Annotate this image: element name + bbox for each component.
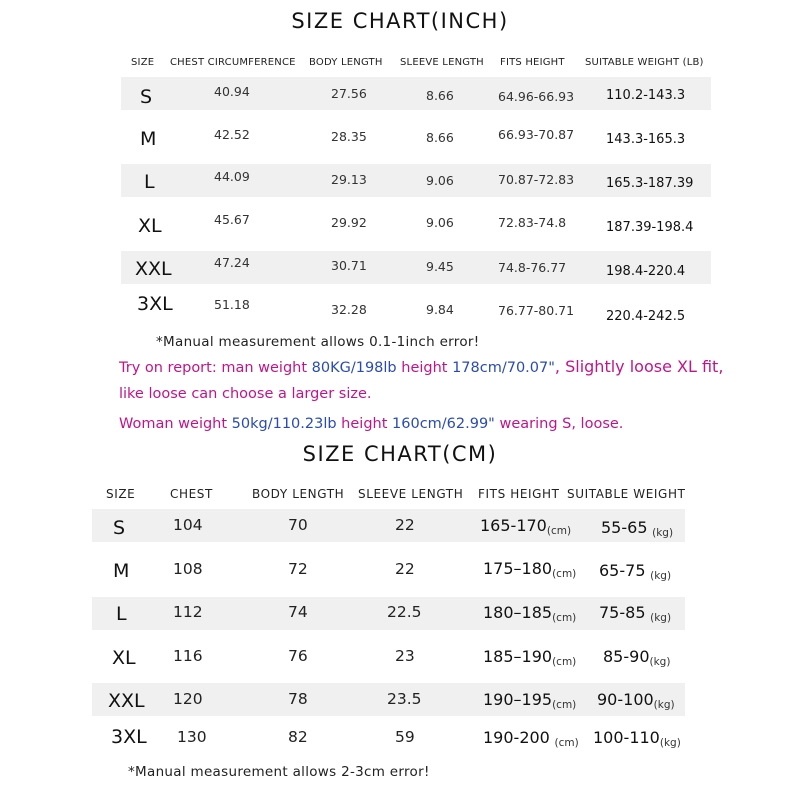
cm-weight-number: 55-65 — [601, 518, 648, 537]
cm-weight-unit: (kg) — [653, 699, 675, 711]
cm-weight-value — [593, 728, 681, 749]
cm-size-label: XXL — [108, 690, 145, 712]
inch-measurement-note: *Manual measurement allows 0.1-1inch error! — [156, 334, 480, 350]
cm-height-unit: (cm) — [554, 737, 579, 749]
inch-weight-value: 198.4-220.4 — [606, 264, 686, 279]
cm-weight-number: 100-110 — [593, 728, 660, 747]
cm-sleeve-value: 23.5 — [387, 690, 422, 708]
cm-header-body-length: BODY LENGTH — [252, 487, 345, 501]
inch-body-value: 30.71 — [331, 258, 367, 273]
cm-height-unit: (cm) — [552, 699, 577, 711]
cm-height-number: 190-200 — [483, 728, 550, 747]
inch-header-sleeve-length: SLEEVE LENGTH — [400, 57, 484, 68]
cm-header-size: SIZE — [106, 487, 136, 501]
cm-measurement-note: *Manual measurement allows 2-3cm error! — [128, 764, 430, 780]
cm-weight-value — [601, 518, 673, 539]
inch-sleeve-value: 8.66 — [426, 130, 454, 145]
inch-sleeve-value: 9.06 — [426, 215, 454, 230]
cm-height-value — [483, 728, 579, 749]
cm-height-number: 190–195 — [483, 690, 553, 709]
cm-chest-value: 108 — [173, 560, 203, 578]
try-on-man-fit: , Slightly loose XL fit, — [554, 357, 724, 376]
cm-sleeve-value: 22 — [395, 560, 415, 578]
inch-chest-value: 40.94 — [214, 84, 250, 99]
cm-height-value — [483, 690, 576, 711]
inch-height-value: 72.83-74.8 — [498, 215, 567, 230]
try-on-woman-prefix: Woman weight — [119, 416, 232, 432]
cm-header-fits-height: FITS HEIGHT — [478, 487, 560, 501]
inch-height-value: 76.77-80.71 — [498, 303, 575, 318]
try-on-man-weight: 80KG/198lb — [311, 360, 397, 376]
cm-chest-value: 120 — [173, 690, 203, 708]
inch-weight-value: 220.4-242.5 — [606, 309, 686, 324]
inch-header-body-length: BODY LENGTH — [309, 57, 383, 68]
inch-chest-value: 45.67 — [214, 212, 250, 227]
try-on-man-height: 178cm/70.07" — [452, 360, 555, 376]
inch-chest-value: 44.09 — [214, 169, 250, 184]
inch-body-value: 28.35 — [331, 129, 367, 144]
cm-body-value: 70 — [288, 516, 308, 534]
try-on-woman-height-label: height — [336, 416, 393, 432]
cm-header-weight: SUITABLE WEIGHT — [567, 487, 686, 501]
inch-height-value: 70.87-72.83 — [498, 172, 575, 187]
cm-height-value — [480, 516, 571, 537]
inch-chest-value: 42.52 — [214, 127, 250, 142]
inch-height-value: 66.93-70.87 — [498, 127, 575, 142]
cm-height-unit: (cm) — [552, 568, 577, 580]
inch-header-chest: CHEST CIRCUMFERENCE — [170, 57, 296, 68]
inch-size-label: XL — [138, 215, 162, 237]
inch-sleeve-value: 9.45 — [426, 259, 454, 274]
inch-chest-value: 47.24 — [214, 255, 250, 270]
cm-weight-unit: (kg) — [652, 527, 674, 539]
cm-height-number: 185–190 — [483, 647, 553, 666]
inch-header-fits-height: FITS HEIGHT — [500, 57, 565, 68]
cm-weight-number: 90-100 — [597, 690, 654, 709]
inch-sleeve-value: 9.84 — [426, 302, 454, 317]
inch-sleeve-value: 9.06 — [426, 173, 454, 188]
try-on-woman-fit: wearing S, loose. — [494, 416, 624, 432]
inch-body-value: 27.56 — [331, 86, 367, 101]
cm-weight-number: 75-85 — [599, 603, 646, 622]
cm-weight-unit: (kg) — [650, 612, 672, 624]
cm-height-value — [483, 603, 576, 624]
try-on-man-prefix: Try on report: man weight — [119, 360, 312, 376]
cm-body-value: 78 — [288, 690, 308, 708]
cm-header-chest: CHEST — [170, 487, 213, 501]
cm-weight-unit: (kg) — [659, 737, 681, 749]
inch-weight-value: 187.39-198.4 — [606, 220, 694, 235]
cm-size-label: 3XL — [111, 726, 147, 748]
cm-size-label: XL — [112, 647, 136, 669]
inch-chest-value: 51.18 — [214, 297, 250, 312]
cm-weight-number: 85-90 — [603, 647, 650, 666]
cm-weight-value — [597, 690, 675, 711]
inch-weight-value: 110.2-143.3 — [606, 88, 686, 103]
inch-size-label: XXL — [135, 258, 172, 280]
cm-chest-value: 130 — [177, 728, 207, 746]
try-on-line-2: like loose can choose a larger size. — [119, 386, 372, 402]
inch-header-size: SIZE — [131, 57, 155, 68]
cm-size-label: S — [113, 517, 126, 539]
cm-weight-number: 65-75 — [599, 561, 646, 580]
inch-size-label: L — [144, 171, 155, 193]
inch-size-label: S — [140, 86, 153, 108]
cm-weight-value — [599, 561, 671, 582]
inch-body-value: 32.28 — [331, 302, 367, 317]
cm-weight-value — [599, 603, 671, 624]
inch-height-value: 74.8-76.77 — [498, 260, 567, 275]
inch-header-weight: SUITABLE WEIGHT (LB) — [585, 57, 704, 68]
try-on-line-3 — [119, 416, 623, 432]
cm-sleeve-value: 22 — [395, 516, 415, 534]
try-on-line-1 — [119, 357, 723, 376]
cm-chest-value: 116 — [173, 647, 203, 665]
cm-body-value: 74 — [288, 603, 308, 621]
cm-body-value: 82 — [288, 728, 308, 746]
cm-header-sleeve-length: SLEEVE LENGTH — [358, 487, 464, 501]
cm-body-value: 76 — [288, 647, 308, 665]
cm-height-unit: (cm) — [546, 525, 572, 537]
inch-size-label: M — [140, 128, 157, 150]
cm-sleeve-value: 23 — [395, 647, 415, 665]
inch-weight-value: 143.3-165.3 — [606, 132, 686, 147]
cm-body-value: 72 — [288, 560, 308, 578]
cm-height-number: 165-170 — [480, 516, 547, 535]
cm-weight-unit: (kg) — [649, 656, 671, 668]
cm-chart-title: SIZE CHART(CM) — [302, 442, 498, 466]
try-on-woman-weight: 50kg/110.23lb — [231, 416, 337, 432]
cm-chest-value: 112 — [173, 603, 203, 621]
inch-weight-value: 165.3-187.39 — [606, 176, 694, 191]
cm-chest-value: 104 — [173, 516, 203, 534]
inch-sleeve-value: 8.66 — [426, 88, 454, 103]
try-on-man-height-label: height — [396, 360, 453, 376]
cm-height-unit: (cm) — [552, 656, 577, 668]
inch-body-value: 29.92 — [331, 215, 367, 230]
cm-weight-value — [603, 647, 670, 668]
cm-height-number: 175–180 — [483, 559, 553, 578]
inch-body-value: 29.13 — [331, 172, 367, 187]
cm-sleeve-value: 59 — [395, 728, 415, 746]
inch-chart-title: SIZE CHART(INCH) — [291, 9, 509, 33]
cm-height-number: 180–185 — [483, 603, 553, 622]
cm-sleeve-value: 22.5 — [387, 603, 422, 621]
cm-height-value — [483, 647, 576, 668]
try-on-woman-height: 160cm/62.99" — [392, 416, 495, 432]
cm-height-value — [483, 559, 576, 580]
cm-size-label: M — [113, 560, 130, 582]
inch-size-label: 3XL — [137, 293, 173, 315]
cm-size-label: L — [116, 603, 127, 625]
inch-height-value: 64.96-66.93 — [498, 89, 575, 104]
cm-height-unit: (cm) — [552, 612, 577, 624]
cm-weight-unit: (kg) — [650, 570, 672, 582]
